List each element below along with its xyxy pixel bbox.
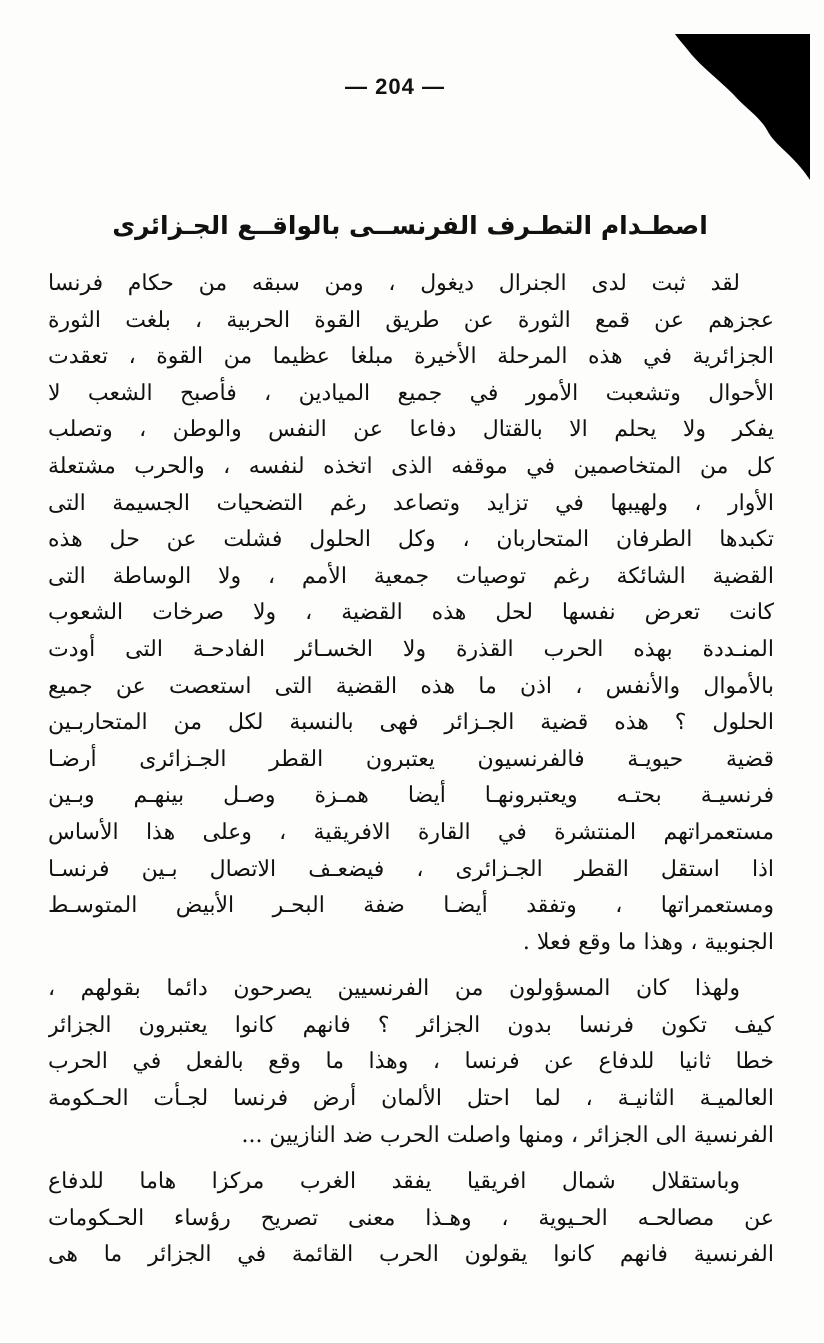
section-heading: اصطـدام التطـرف الفرنســى بالواقــع الجـزائرى [112, 211, 708, 240]
paragraph [48, 266, 774, 961]
text-line: فرنسيـة بحتـه ويعتبرونهـا أيضا همـزة وصـل بينهـم وبـين [48, 783, 774, 809]
text-line: الجزائرية في هذه المرحلة الأخيرة مبلغا عظيما من القوة ، تعقدت [48, 344, 774, 370]
text-line: عن مصالحـه الحـيوية ، وهـذا معنى تصريح رؤساء الحـكومات [48, 1205, 774, 1231]
text-line: ومستعمراتها ، وتفقد أيضـا ضفة البحـر الأبيض المتوسـط [48, 893, 774, 919]
text-line: مستعمراتهم المنتشرة في القارة الافريقية ، وعلى هذا الأساس [48, 819, 774, 845]
text-line: العالميـة الثانيـة ، لما احتل الألمان أرض فرنسا لجـأت الحـكومة [48, 1086, 774, 1112]
text-line: وباستقلال شمال افريقيا يفقد الغرب مركزا هاما للدفاع [48, 1169, 740, 1195]
text-line: الأحوال وتشعبت الأمور في جميع الميادين ، فأصبح الشعب لا [48, 380, 774, 406]
text-line: بالأموال والأنفس ، اذن ما هذه القضية التى استعصت عن جميع [48, 673, 774, 699]
text-line: الجنوبية ، وهذا ما وقع فعلا . [522, 929, 774, 955]
text-line: الحلول ؟ هذه قضية الجـزائر فهى بالنسبة لكل من المتحاربـين [48, 710, 774, 736]
text-line: القضية الشائكة رغم توصيات جمعية الأمم ، ولا الوساطة التى [48, 563, 774, 589]
text-line: المنـددة بهذه الحرب القذرة ولا الخسـائر الفادحـة التى أودت [48, 636, 774, 662]
paragraph-gap [48, 961, 774, 971]
text-line: كل من المتخاصمين في موقفه الذى اتخذه لنفسه ، والحرب مشتعلة [48, 453, 774, 479]
text-line: قضية حيويـة فالفرنسيون يعتبرون القطر الجـزائرى أرضـا [48, 746, 774, 772]
text-line: كانت تعرض نفسها لحل هذه القضية ، ولا صرخات الشعوب [48, 600, 774, 626]
text-line: الأوار ، ولهيبها في تزايد وتصاعد رغم التضحيات الجسيمة التى [48, 490, 774, 516]
text-line: عجزهم عن قمع الثورة عن طريق القوة الحربية ، بلغت الثورة [48, 307, 774, 333]
text-line: خطا ثانيا للدفاع عن فرنسا ، وهذا ما وقع بالفعل في الحرب [48, 1049, 774, 1075]
folded-corner-shadow [675, 34, 810, 180]
text-line: لقد ثبت لدى الجنرال ديغول ، ومن سبقه من حكام فرنسا [48, 271, 740, 296]
text-line: ولهذا كان المسؤولون من الفرنسيين يصرحون دائما بقولهم ، [48, 976, 740, 1002]
text-line: تكبدها الطرفان المتحاربان ، وكل الحلول فشلت عن حل هذه [48, 527, 774, 553]
body-text [48, 266, 774, 1274]
paragraph-gap [48, 1154, 774, 1164]
text-line: الفرنسية فانهم كانوا يقولون الحرب القائمة في الجزائر ما هى [48, 1242, 774, 1268]
text-line: اذا استقل القطر الجـزائرى ، فيضعـف الاتصال بـين فرنسـا [48, 856, 774, 882]
paragraph [48, 1164, 774, 1274]
text-line: يفكر ولا يحلم الا بالقتال دفاعا عن النفس والوطن ، وتصلب [48, 417, 774, 443]
paragraph [48, 971, 774, 1154]
text-line: الفرنسية الى الجزائر ، ومنها واصلت الحرب ضد النازيين ... [241, 1122, 774, 1148]
text-line: كيف تكون فرنسا بدون الجزائر ؟ فانهم كانوا يعتبرون الجزائر [48, 1012, 774, 1038]
page-number: — 204 — [345, 74, 445, 99]
